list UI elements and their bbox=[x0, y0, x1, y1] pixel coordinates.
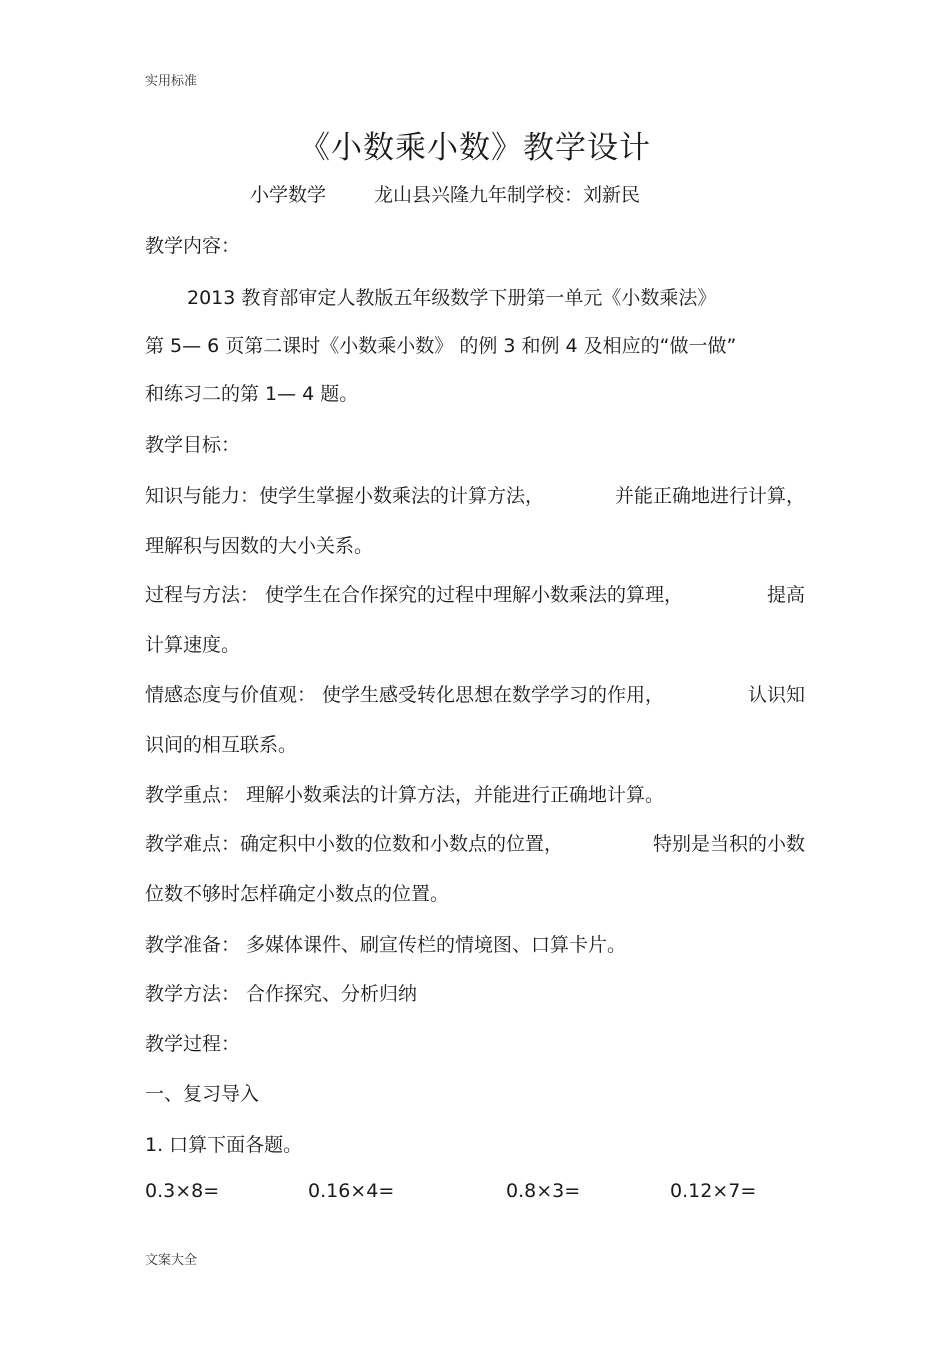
goal-knowledge-line-2: 理解积与因数的大小关系。 bbox=[145, 535, 374, 557]
section-review-intro: 一、复习导入 bbox=[145, 1083, 260, 1105]
page-footer-note: 文案大全 bbox=[145, 1253, 198, 1268]
goal-attitude-a: 情感态度与价值观： 使学生感受转化思想在数学学习的作用， bbox=[145, 684, 665, 706]
goal-attitude bbox=[145, 680, 805, 707]
calc-row bbox=[145, 1180, 785, 1206]
goal-process bbox=[145, 580, 805, 607]
calc-item: 0.12×7= bbox=[670, 1180, 757, 1202]
process-label: 教学过程： bbox=[145, 1033, 241, 1055]
preparation: 教学准备： 多媒体课件、刷宣传栏的情境图、口算卡片。 bbox=[145, 934, 627, 956]
content-line-1: 2013 教育部审定人教版五年级数学下册第一单元《小数乘法》 bbox=[187, 287, 717, 309]
key-point: 教学重点： 理解小数乘法的计算方法，并能进行正确地计算。 bbox=[145, 784, 665, 806]
goal-process-a: 过程与方法： 使学生在合作探究的过程中理解小数乘法的算理， bbox=[145, 584, 684, 606]
difficulty bbox=[145, 829, 805, 856]
goal-knowledge-b: 并能正确地进行计算， bbox=[614, 485, 805, 507]
difficulty-b: 特别是当积的小数 bbox=[652, 833, 805, 855]
subtitle-school: 龙山县兴隆九年制学校：刘新民 bbox=[374, 184, 641, 206]
page-header-note: 实用标准 bbox=[145, 74, 198, 89]
subtitle bbox=[250, 180, 640, 207]
goals-label: 教学目标： bbox=[145, 434, 241, 456]
goal-process-line-2: 计算速度。 bbox=[145, 634, 241, 656]
content-label: 教学内容： bbox=[145, 235, 241, 257]
goal-knowledge bbox=[145, 481, 805, 508]
content-line-2: 第 5— 6 页第二课时《小数乘小数》 的例 3 和例 4 及相应的“做一做” bbox=[145, 335, 737, 357]
goal-process-b: 提高 bbox=[766, 584, 805, 606]
goal-knowledge-a: 知识与能力：使学生掌握小数乘法的计算方法， bbox=[145, 485, 545, 507]
subtitle-subject: 小学数学 bbox=[250, 184, 327, 206]
item-mental-calc: 1. 口算下面各题。 bbox=[145, 1134, 303, 1156]
calc-item: 0.3×8= bbox=[145, 1180, 220, 1202]
goal-attitude-b: 认识知 bbox=[747, 684, 805, 706]
calc-item: 0.8×3= bbox=[506, 1180, 581, 1202]
difficulty-a: 教学难点：确定积中小数的位数和小数点的位置， bbox=[145, 833, 564, 855]
difficulty-line-2: 位数不够时怎样确定小数点的位置。 bbox=[145, 883, 450, 905]
page-title: 《小数乘小数》教学设计 bbox=[299, 130, 651, 166]
calc-item: 0.16×4= bbox=[308, 1180, 395, 1202]
goal-attitude-line-2: 识间的相互联系。 bbox=[145, 734, 298, 756]
method: 教学方法： 合作探究、分析归纳 bbox=[145, 983, 418, 1005]
content-line-3: 和练习二的第 1— 4 题。 bbox=[145, 383, 359, 405]
